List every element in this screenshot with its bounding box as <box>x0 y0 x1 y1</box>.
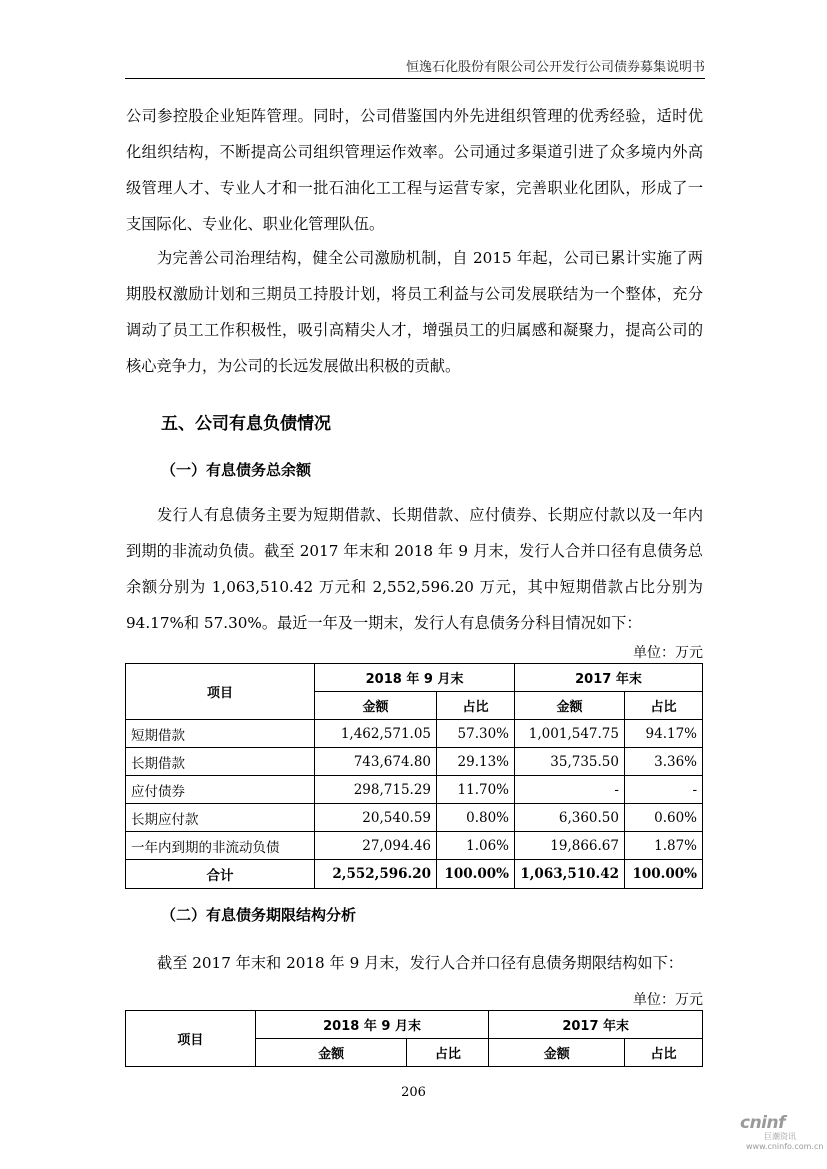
logo-brand-text: cninf <box>740 1113 786 1133</box>
cell-amount: 35,735.50 <box>515 748 625 776</box>
table-total-row <box>126 860 703 889</box>
column-header-ratio: 占比 <box>625 1039 703 1067</box>
column-header-ratio: 占比 <box>437 692 515 720</box>
cell-ratio: 100.00% <box>624 860 702 889</box>
debt-maturity-table <box>125 1010 703 1067</box>
column-header-amount: 金额 <box>515 692 625 720</box>
cell-ratio: 29.13% <box>437 748 515 776</box>
column-header-2018-sep: 2018 年 9 月末 <box>315 664 515 692</box>
column-header-ratio: 占比 <box>407 1039 489 1067</box>
cell-amount: 27,094.46 <box>315 832 437 860</box>
debt-by-account-table <box>125 663 703 889</box>
cell-ratio: 100.00% <box>437 860 515 889</box>
unit-label-table2: 单位：万元 <box>633 992 703 1008</box>
document-header-title: 恒逸石化股份有限公司公开发行公司债券募集说明书 <box>405 60 705 75</box>
column-header-amount: 金额 <box>489 1039 625 1067</box>
header-rule <box>125 78 705 79</box>
unit-label-table1: 单位：万元 <box>633 645 703 661</box>
column-header-item: 项目 <box>126 664 315 720</box>
cell-amount: 6,360.50 <box>515 804 625 832</box>
cell-ratio: 3.36% <box>624 748 702 776</box>
table-row <box>126 804 703 832</box>
cell-amount: 1,001,547.75 <box>515 720 625 748</box>
row-label: 长期应付款 <box>126 804 315 832</box>
column-header-2018-sep: 2018 年 9 月末 <box>255 1011 489 1039</box>
subsection-heading-maturity: （二）有息债务期限结构分析 <box>161 906 357 924</box>
table-row <box>126 776 703 804</box>
cell-ratio: 11.70% <box>437 776 515 804</box>
column-header-2017: 2017 年末 <box>489 1011 703 1039</box>
cninfo-logo <box>740 1113 824 1163</box>
row-label: 一年内到期的非流动负债 <box>126 832 315 860</box>
subsection-heading-total-debt: （一）有息债务总余额 <box>161 461 312 479</box>
paragraph-org-management: 公司参控股企业矩阵管理。同时，公司借鉴国内外先进组织管理的优秀经验，适时优化组织结构，不断提高公司组织管理运作效率。公司通过多渠道引进了众多境内外高级管理人才、专业人才和一批石油化工工程与运营专家，完善职业化团队，形成了一支国际化、专业化、职业化管理队伍。 <box>126 107 703 233</box>
page-number: 206 <box>401 1085 426 1100</box>
cell-amount: 19,866.67 <box>515 832 625 860</box>
cell-ratio: 0.60% <box>624 804 702 832</box>
paragraph-maturity-intro: 截至 2017 年末和 2018 年 9 月末，发行人合并口径有息债务期限结构如下： <box>157 954 683 972</box>
paragraph-incentive-plan: 为完善公司治理结构，健全公司激励机制，自 2015 年起，公司已累计实施了两期股权激励计划和三期员工持股计划，将员工利益与公司发展联结为一个整体，充分调动了员工工作积极性，吸引高精尖人才，增强员工的归属感和凝聚力，提高公司的核心竞争力，为公司的长远发展做出积极的贡献。 <box>126 249 703 375</box>
paragraph-debt-summary: 发行人有息债务主要为短期借款、长期借款、应付债券、长期应付款以及一年内到期的非流动负债。截至 2017 年末和 2018 年 9 月末，发行人合并口径有息债务总余额分别为 1,063,510.42 万元和 2,552,596.20 万元，其中短期借款占比分别为 94.17%和 57.30%。最近一年及一期末，发行人有息债务分科目情况如下： <box>126 506 703 632</box>
row-label: 短期借款 <box>126 720 315 748</box>
table-header-row <box>126 664 703 692</box>
column-header-ratio: 占比 <box>624 692 702 720</box>
table-row <box>126 748 703 776</box>
cell-amount: - <box>515 776 625 804</box>
row-label: 长期借款 <box>126 748 315 776</box>
cell-ratio: 57.30% <box>437 720 515 748</box>
cell-ratio: - <box>624 776 702 804</box>
row-label: 应付债券 <box>126 776 315 804</box>
row-label-total: 合计 <box>126 860 315 889</box>
table-row <box>126 832 703 860</box>
cell-amount: 2,552,596.20 <box>315 860 437 889</box>
cell-amount: 1,063,510.42 <box>515 860 625 889</box>
cell-ratio: 1.87% <box>624 832 702 860</box>
cell-amount: 298,715.29 <box>315 776 437 804</box>
table-header-row <box>126 1011 703 1039</box>
cell-ratio: 94.17% <box>624 720 702 748</box>
column-header-amount: 金额 <box>255 1039 407 1067</box>
logo-chinese-text: 巨潮资讯 <box>764 1132 796 1141</box>
cell-ratio: 1.06% <box>437 832 515 860</box>
column-header-item: 项目 <box>126 1011 256 1067</box>
cell-amount: 20,540.59 <box>315 804 437 832</box>
cell-amount: 743,674.80 <box>315 748 437 776</box>
table-row <box>126 720 703 748</box>
logo-url-text: www.cninfo.com.cn <box>746 1142 824 1151</box>
section-heading-debt: 五、公司有息负债情况 <box>161 414 331 434</box>
cell-ratio: 0.80% <box>437 804 515 832</box>
column-header-amount: 金额 <box>315 692 437 720</box>
column-header-2017: 2017 年末 <box>515 664 703 692</box>
cell-amount: 1,462,571.05 <box>315 720 437 748</box>
